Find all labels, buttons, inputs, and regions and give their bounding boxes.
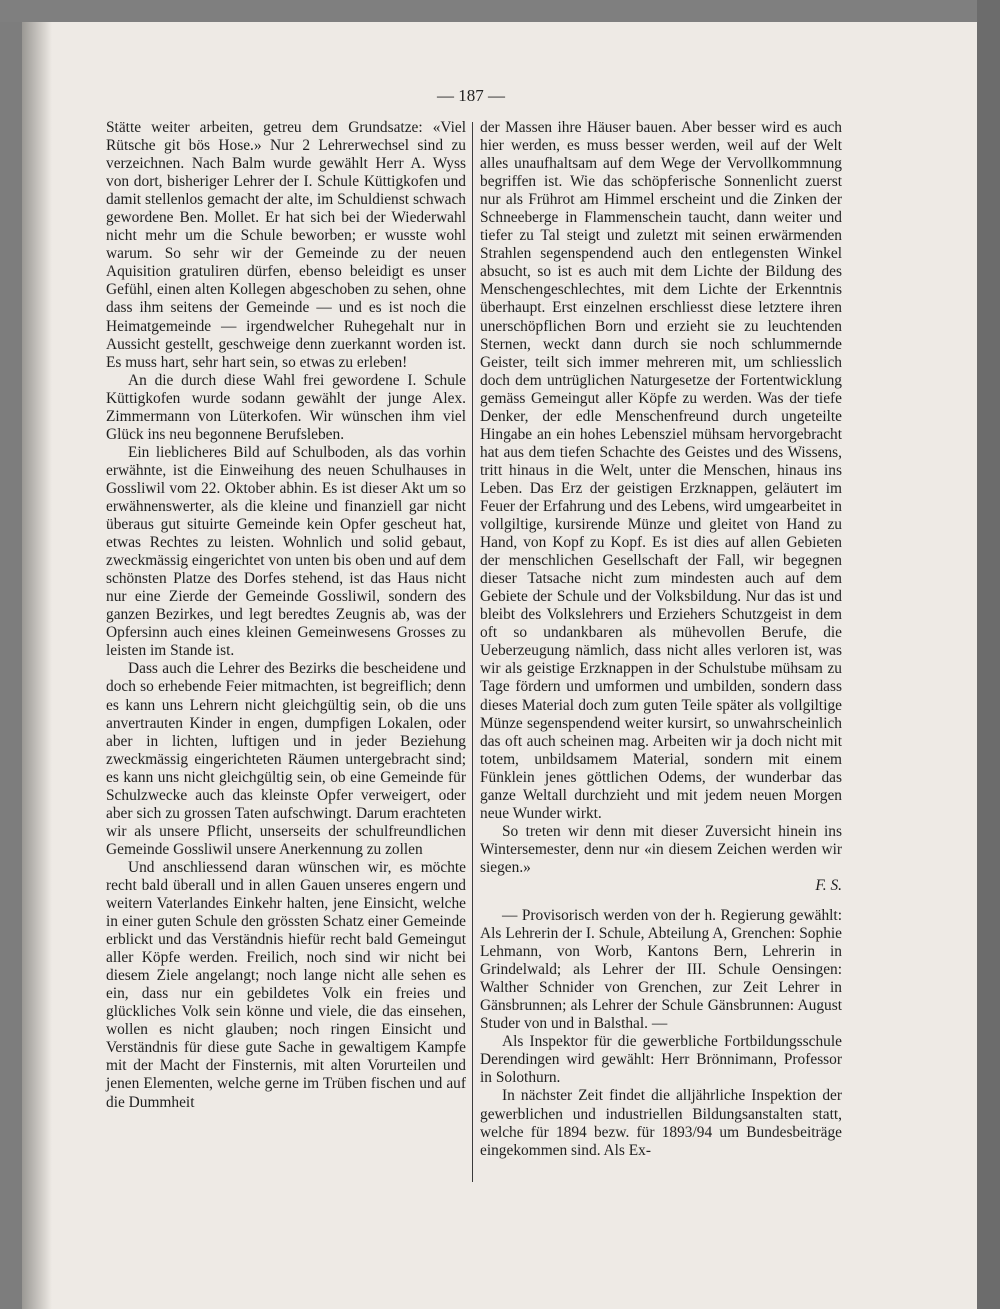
paragraph-einsicht: Und anschliessend daran wünschen wir, es möchte recht bald überall und in allen Gauen unseres engern und weitern Vaterlandes Einkehr halten, jene Einsicht, welche in einer guten Schule den grössten Schatz einer Gemeinde erblickt und das Verständnis hiefür recht bald Gemeingut aller Köpfe werden. Freilich, noch sind wir nicht bei diesem Ziele angelangt; noch lange nicht alle sehen es ein, dass nur ein gebildetes Volk ein freies und glückliches Volk sein könne und viele, die das einsehen, wollen es nicht glauben; noch ringen Einsicht und Verständnis für diese gute Sache in gewaltigem Kampfe mit der Macht der Finsternis, mit alten Vorurteilen und jenen Elementen, welche gerne im Trüben fischen und auf die Dummheit [106,858,466,1111]
paragraph-kuettigkofen: An die durch diese Wahl frei gewordene I. Schule Küttigkofen wurde sodann gewählt der junge Alex. Zimmermann von Lüterkofen. Wir wünschen ihm viel Glück ins neu begonnene Berufsleben. [106,371,466,443]
page-header [0,86,1000,106]
paragraph-lehrerwechsel: Stätte weiter arbeiten, getreu dem Grundsatze: «Viel Rütsche git bös Hose.» Nur 2 Lehrerwechsel sind zu verzeichnen. Nach Balm wurde gewählt Herr A. Wyss von dort, bisheriger Lehrer der I. Schule Küttigkofen und damit stellenlos gemacht der alte, im Schuldienst schwach gewordene Ben. Mollet. Er hat sich bei der Wiederwahl nicht mehr um die Schule beworben; er wusste wohl warum. So sehr wir der Gemeinde zu der neuen Aquisition gratuliren dürfen, ebenso beleidigt es unser Gefühl, einen alten Kollegen abgeschoben zu sehen, ohne dass ihm seitens der Gemeinde — und es ist noch die Heimatgemeinde — irgendwelcher Ruhegehalt nur in Aussicht gestellt, geschweige denn zuerkannt worden ist. Es muss hart, sehr hart sein, so etwas zu erleben! [106,119,466,371]
paragraph-inspektion: In nächster Zeit findet die alljährliche Inspektion der gewerblichen und industriellen Bildungsanstalten statt, welche für 1894 bezw. für 1893/94 um Bundesbeiträge eingekommen sind. Als Ex- [480,1087,842,1159]
scan-top-border [0,0,1000,22]
paragraph-lehrer-feier: Dass auch die Lehrer des Bezirks die bescheidene und doch so erhebende Feier mitmachten, ist begreiflich; denn es kann uns Lehrern nicht gleichgültig sein, ob die uns anvertrauten Kinder in engen, dumpfigen Lokalen, oder aber in lichten, luftigen und in jeder Beziehung zweckmässig eingerichteten Räumen untergebracht sind; es kann uns nicht gleichgültig sein, ob eine Gemeinde für Schulzwecke auch das kleinste Opfer verweigert, oder aber sich zu grossen Taten aufschwingt. Darum erachteten wir als unsere Pflicht, unserseits der schulfreundlichen Gemeinde Gossliwil unsere Anerkennung zu zollen [106,660,466,858]
paragraph-inspektor: Als Inspektor für die gewerbliche Fortbildungsschule Derendingen wird gewählt: Herr Brönnimann, Professor in Solothurn. [480,1033,842,1087]
paragraph-wintersemester: So treten wir denn mit dieser Zuversicht hinein ins Wintersemester, denn nur «in diesem Zeichen werden wir siegen.» [480,822,842,876]
author-signature: F. S. [815,876,842,894]
paragraph-regierung-wahlen: — Provisorisch werden von der h. Regierung gewählt: Als Lehrerin der I. Schule, Abteilung A, Grenchen: Sophie Lehmann, von Worb, Kantons Bern, Lehrerin in Grindelwald; als Lehrer der III. Schule Oensingen: Walther Schnider von Grenchen, zur Zeit Lehrer in Gänsbrunnen; als Lehrer der Schule Gänsbrunnen: August Studer von und in Balsthal. — [480,907,842,1033]
left-column [106,119,466,1112]
right-column [480,119,842,1160]
book-spine-shadow [22,22,52,1309]
signature-line [480,877,842,895]
page-number: — 187 — [437,86,505,105]
paragraph-schulhaus-gossliwil: Ein lieblicheres Bild auf Schulboden, als das vorhin erwähnte, ist die Einweihung des neuen Schulhauses in Gossliwil vom 22. Oktober abhin. Es ist dieser Akt um so erwähnenswerter, als die kleine und finanziell gar nicht überaus gut situirte Gemeinde kein Opfer gescheut hat, etwas Rechtes zu leisten. Wohnlich und solid gebaut, zweckmässig eingerichtet von unten bis oben und auf dem schönsten Platze des Dorfes stehend, ist das Haus nicht nur eine Zierde der Gemeinde Gossliwil, sondern des ganzen Bezirkes, und legt beredtes Zeugnis ab, was der Opfersinn auch eines kleinen Gemeinwesens Grosses zu leisten im Stande ist. [106,443,466,660]
scan-right-border [977,0,1000,1309]
column-divider [472,122,473,1182]
section-spacer [480,895,842,907]
paragraph-bildung: der Massen ihre Häuser bauen. Aber besser wird es auch hier werden, es muss besser werden, weil auf der Welt alles unaufhaltsam auf dem Wege der Vervollkommnung begriffen ist. Wie das schöpferische Sonnenlicht zuerst nur als Frührot am Himmel erscheint und die Zinken der Schneeberge in Flammenschein taucht, dann weiter und tiefer zu Tal steigt und zuletzt mit seinen erwärmenden Strahlen segenspendend auch den entlegensten Winkel absucht, so ist es auch mit dem Lichte der Bildung des Menschengeschlechtes, mit dem Lichte der Erkenntnis überhaupt. Erst einzelnen erschliesst diese letztere ihren unerschöpflichen Born und erzieht sie zu leuchtenden Sternen, weckt dann durch sie noch schlummernde Geister, teilt sich immer mehreren mit, um schliesslich doch dem untrüglichen Naturgesetze der Fortentwicklung gemäss Gemeingut aller Köpfe zu werden. Was der tiefe Denker, der edle Menschenfreund durch ungeteilte Hingabe an ein hohes Lebensziel mühsam hervorgebracht hat aus dem tiefen Schachte des Geistes und des Wissens, tritt hinaus in die Welt, unter die Menschen, hinaus ins Leben. Das Erz der geistigen Erzknappen, geläutert im Feuer der Erfahrung und des Lebens, wird umgearbeitet in vollgiltige, kursirende Münze und gleitet von Hand zu Hand, von Kopf zu Kopf. Es ist dies auf allen Gebieten der menschlichen Gesellschaft der Fall, wir begegnen dieser Tatsache nicht zum mindesten auch auf dem Gebiete der Schule und der Volksbildung. Nur das ist und bleibt des Volkslehrers und Erziehers Schutzgeist in dem oft so undankbaren als mühevollen Berufe, die Ueberzeugung nämlich, dass nicht alles verloren ist, was wir als geistige Erzknappen in der Schulstube mühsam zu Tage fördern und umformen und umbilden, sondern dass dieses Material doch zum guten Teile später als vollgiltige Münze segenspendend weiter kursirt, so unwahrscheinlich das oft auch scheinen mag. Arbeiten wir ja doch nicht mit totem, unbildsamem Material, sondern mit einem Fünklein jenes göttlichen Odems, der wunderbar das ganze Weltall durchzieht und mit jedem neuen Morgen neue Wunder wirkt. [480,119,842,822]
